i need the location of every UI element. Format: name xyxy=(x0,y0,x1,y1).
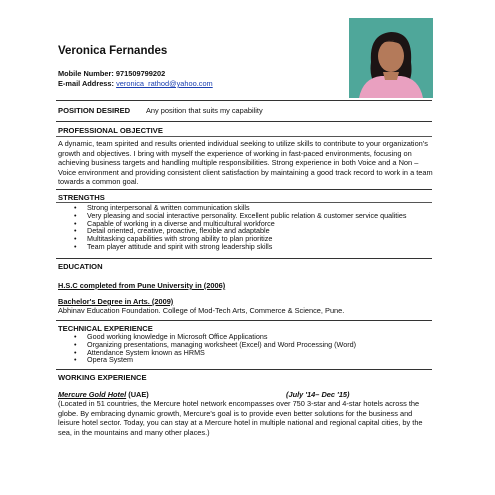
candidate-name: Veronica Fernandes xyxy=(58,45,168,57)
company-name: Mercure Gold Hotel xyxy=(58,390,127,399)
technical-heading: TECHNICAL EXPERIENCE xyxy=(58,324,153,333)
list-item: • Organizing presentations, managing worksheet (Excel) and Word Processing (Word) xyxy=(74,341,436,349)
position-heading: POSITION DESIRED xyxy=(58,106,131,115)
divider xyxy=(56,369,432,370)
divider xyxy=(56,136,432,137)
divider xyxy=(56,189,432,190)
objective-text: A dynamic, team spirited and results oriented individual seeking to utilize skills to contribute to your organization's growth and objectives. I bring with myself the experience of working in fast-paced environments, focusing on achieving business targets and handling multiple responsibilities. Strong experience in both Voice and a Non – Voice environment and providing consistent client satisfaction by maintaining a good track record to work in a team towards a common goal. xyxy=(58,139,433,186)
list-item: • Good working knowledge in Microsoft Office Applications xyxy=(74,333,436,341)
divider xyxy=(56,320,432,321)
work-description: (Located in 51 countries, the Mercure hotel network encompasses over 750 3-star and 4-star hotels across the globe. By embracing dynamic growth, Mercure's goal is to provide even better solutions for the business and leisure hotel sector. Today, you can stay at a Mercure hotel in multiple national and regional capital cities, by the sea, in the mountains and many other places.) xyxy=(58,399,423,437)
college-line: Abhinav Education Foundation. College of Mod-Tech Arts, Commerce & Science, Pune. xyxy=(58,306,345,315)
divider xyxy=(56,100,432,101)
list-item: • Strong interpersonal & written communication skills xyxy=(74,204,436,212)
bachelor-line: Bachelor's Degree in Arts. (2009) xyxy=(58,297,174,306)
email-label: E-mail Address: xyxy=(58,79,114,88)
mobile-line xyxy=(58,69,165,78)
work-heading: WORKING EXPERIENCE xyxy=(58,373,147,382)
list-item: • Detail oriented, creative, proactive, flexible and adaptable xyxy=(74,227,436,235)
work-dates: (July '14– Dec '15) xyxy=(286,390,350,399)
objective-heading: PROFESSIONAL OBJECTIVE xyxy=(58,126,163,135)
position-value: Any position that suits my capability xyxy=(146,106,263,115)
list-item: • Team player attitude and spirit with strong leadership skills xyxy=(74,243,436,251)
email-line xyxy=(58,79,213,88)
mobile-value: 971509799202 xyxy=(115,69,166,78)
education-heading: EDUCATION xyxy=(58,262,103,271)
technical-list xyxy=(74,333,436,364)
list-item: • Capable of working in a diverse and multicultural workforce xyxy=(74,220,436,228)
profile-photo xyxy=(349,18,433,98)
strengths-heading: STRENGTHS xyxy=(58,193,105,202)
portrait-image xyxy=(349,18,433,98)
list-item: • Opera System xyxy=(74,356,436,364)
divider xyxy=(56,121,432,122)
email-link[interactable]: veronica_rathod@yahoo.com xyxy=(116,79,213,88)
divider xyxy=(56,258,432,259)
list-item: • Very pleasing and social interactive personality. Excellent public relation & customer service qualities xyxy=(74,212,436,220)
hsc-line: H.S.C completed from Pune University in (2006) xyxy=(58,281,226,290)
strengths-list xyxy=(74,204,436,251)
list-item: • Attendance System known as HRMS xyxy=(74,349,436,357)
list-item: • Multitasking capabilities with strong ability to plan prioritize xyxy=(74,235,436,243)
company-country: (UAE) xyxy=(128,390,149,399)
mobile-label: Mobile Number: xyxy=(58,69,114,78)
work-company-line xyxy=(58,390,149,399)
